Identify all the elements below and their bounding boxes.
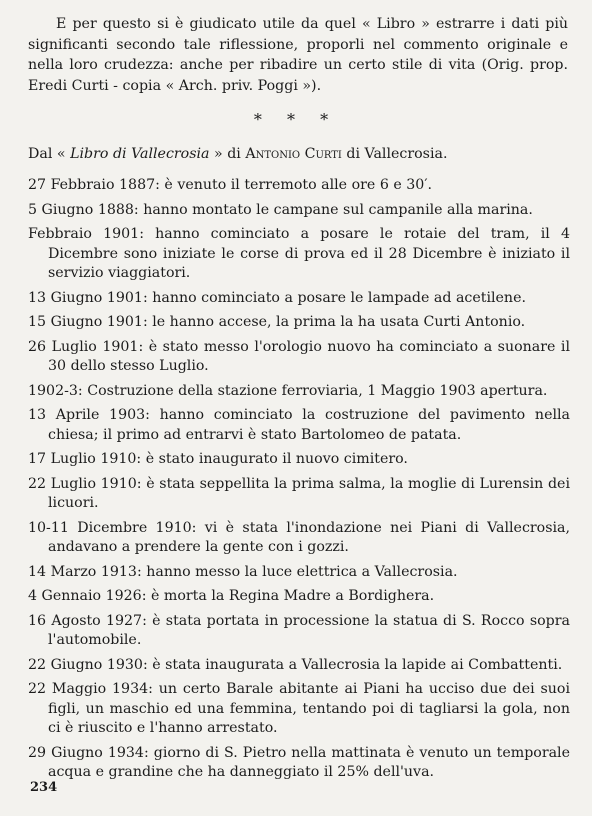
source-suffix: di Vallecrosia. — [346, 146, 448, 162]
chronicle-entry: 4 Gennaio 1926: è morta la Regina Madre a Bordighera. — [28, 588, 435, 604]
source-prefix: Dal « — [28, 146, 66, 162]
chronicle-entry: 1902-3: Costruzione della stazione ferroviaria, 1 Maggio 1903 apertura. — [28, 382, 548, 399]
chronicle-entry: 22 Giugno 1930: è stata inaugurata a Vallecrosia la lapide ai Combattenti. — [28, 656, 563, 673]
chronicle-entry: Febbraio 1901: hanno cominciato a posare le rotaie del tram, il 4 Dicembre sono iniziate le corse di prova ed il 28 Dicembre è iniziato il servizio viaggiatori. — [28, 226, 570, 281]
page-number: 234 — [30, 780, 58, 795]
chronicle-entry: 16 Agosto 1927: è stata portata in processione la statua di S. Rocco sopra l'automobile. — [28, 612, 570, 648]
chronicle-entries — [28, 176, 570, 788]
chronicle-entry: 27 Febbraio 1887: è venuto il terremoto alle ore 6 e 30′. — [28, 177, 433, 193]
chronicle-entry: 10-11 Dicembre 1910: vi è stata l'inondazione nei Piani di Vallecrosia, andavano a prendere la gente con i gozzi. — [28, 519, 570, 555]
chronicle-entry: 14 Marzo 1913: hanno messo la luce elettrica a Vallecrosia. — [28, 563, 458, 580]
chronicle-entry: 13 Aprile 1903: hanno cominciato la costruzione del pavimento nella chiesa; il primo ad entrarvi è stato Bartolomeo de patata. — [28, 407, 570, 443]
source-author: Antonio Curti — [245, 146, 342, 162]
chronicle-entry: 29 Giugno 1934: giorno di S. Pietro nella mattinata è venuto un temporale acqua e grandine che ha danneggiato il 25% dell'uva. — [28, 744, 570, 780]
source-mid: » di — [214, 146, 241, 162]
source-title: Libro di Vallecrosia — [70, 146, 210, 162]
source-line — [28, 144, 568, 165]
section-separator: * * * — [253, 110, 339, 129]
chronicle-entry: 15 Giugno 1901: le hanno accese, la prima la ha usata Curti Antonio. — [28, 314, 526, 330]
chronicle-entry: 22 Luglio 1910: è stata seppellita la prima salma, la moglie di Lurensin dei licuori. — [28, 475, 570, 511]
chronicle-entry: 17 Luglio 1910: è stato inaugurato il nuovo cimitero. — [28, 451, 408, 467]
chronicle-entry: 22 Maggio 1934: un certo Barale abitante ai Piani ha ucciso due dei suoi figli, un maschio ed una femmina, tentando poi di tagliarsi la gola, non ci è riuscito e l'hanno arrestato. — [28, 681, 570, 736]
chronicle-entry: 26 Luglio 1901: è stato messo l'orologio nuovo ha cominciato a suonare il 30 dello stesso Luglio. — [28, 338, 570, 374]
chronicle-entry: 13 Giugno 1901: hanno cominciato a posare le lampade ad acetilene. — [28, 289, 526, 306]
intro-paragraph: E per questo si è giudicato utile da quel « Libro » estrarre i dati più significanti secondo tale riflessione, proporli nel commento originale e nella loro crudezza: anche per ribadire un certo stile di vita (Orig. prop. Eredi Curti - copia « Arch. priv. Poggi »). — [28, 16, 568, 94]
chronicle-entry: 5 Giugno 1888: hanno montato le campane sul campanile alla marina. — [28, 201, 533, 218]
